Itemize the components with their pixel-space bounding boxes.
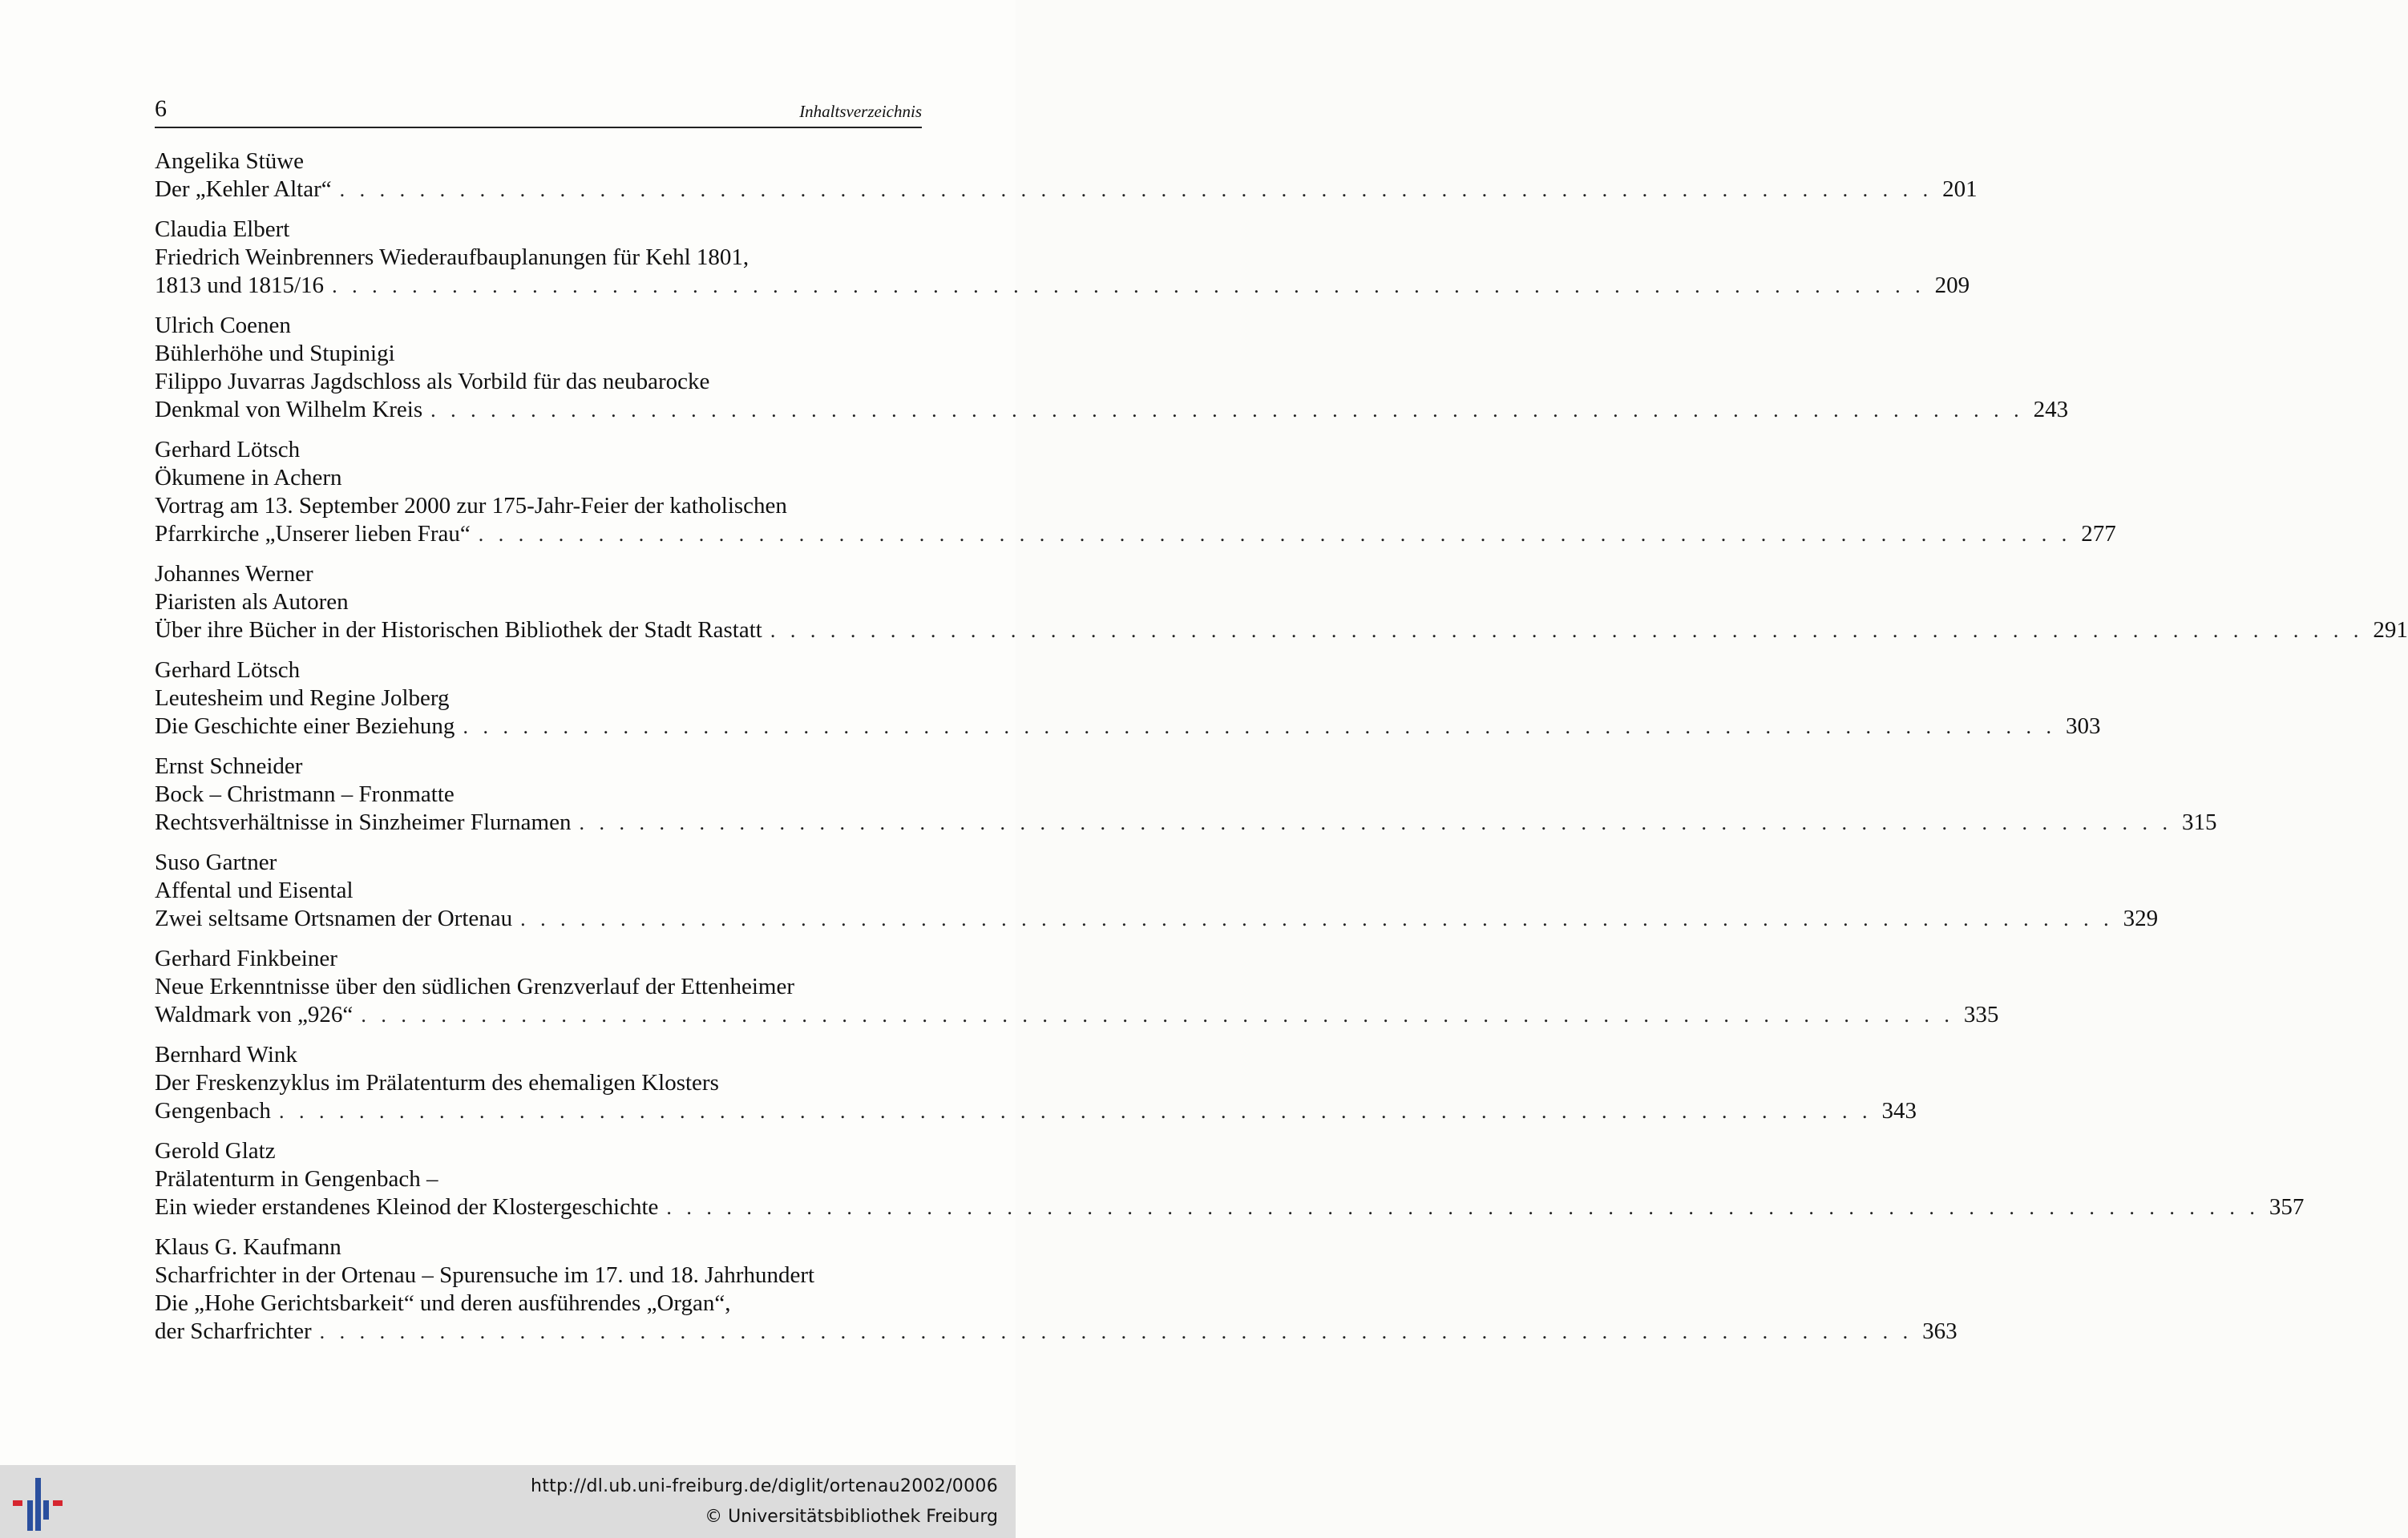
entry-title-line: Gengenbach [155, 1098, 271, 1124]
entry-page-number: 363 [1922, 1318, 1958, 1344]
entry-title-last-line [155, 712, 2101, 741]
entry-title-last-line [155, 1001, 1999, 1029]
entry-title-line: Rechtsverhältnisse in Sinzheimer Flurnamen [155, 809, 572, 835]
dot-leader: . . . . . . . . . . . . . . . . . . . . . . . . . . . . . . . . . . . . . . . . . . . . . . . . . . . . . . . . . . . . . . . . . . . . . . . . . . . . . . . . [319, 1320, 1913, 1343]
entry-page-number: 243 [2033, 397, 2069, 422]
entry-title-line: Ein wieder erstandenes Kleinod der Klostergeschichte [155, 1194, 659, 1220]
entry-title-line: Die Geschichte einer Beziehung [155, 713, 455, 739]
entry-author: Ernst Schneider [155, 753, 303, 779]
toc-entry [155, 1041, 1917, 1125]
entry-page-number: 357 [2269, 1194, 2305, 1220]
toc-entry [155, 656, 2101, 741]
dot-leader: . . . . . . . . . . . . . . . . . . . . . . . . . . . . . . . . . . . . . . . . . . . . . . . . . . . . . . . . . . . . . . . . . . . . . . . . . . . . . . . . [339, 178, 1933, 201]
entry-author: Gerhard Lötsch [155, 437, 301, 462]
entry-author: Gerhard Lötsch [155, 657, 301, 683]
entry-page-number: 329 [2123, 906, 2159, 931]
toc-entry [155, 945, 1999, 1029]
entry-author: Bernhard Wink [155, 1042, 297, 1068]
entry-page-number: 291 [2373, 617, 2408, 643]
entry-title-last-line [155, 520, 2116, 548]
entry-title-last-line [155, 809, 2217, 837]
toc-entry [155, 560, 2408, 644]
library-logo-icon [11, 1476, 64, 1532]
entry-title-line: Piaristen als Autoren [155, 589, 349, 615]
entry-title-last-line [155, 1097, 1917, 1125]
page-header [155, 95, 922, 128]
footer-copyright: © Universitätsbibliothek Freiburg [705, 1507, 998, 1527]
entry-title-line: Bock – Christmann – Fronmatte [155, 781, 455, 807]
toc-entry [155, 753, 2217, 837]
entry-author: Gerhard Finkbeiner [155, 946, 337, 971]
dot-leader: . . . . . . . . . . . . . . . . . . . . . . . . . . . . . . . . . . . . . . . . . . . . . . . . . . . . . . . . . . . . . . . . . . . . . . . . . . . . . . . . [770, 619, 2364, 642]
entry-title-line: Leutesheim und Regine Jolberg [155, 685, 450, 711]
dot-leader: . . . . . . . . . . . . . . . . . . . . . . . . . . . . . . . . . . . . . . . . . . . . . . . . . . . . . . . . . . . . . . . . . . . . . . . . . . . . . . . . [579, 811, 2172, 834]
entry-title-line: Waldmark von „926“ [155, 1002, 354, 1027]
entry-author: Angelika Stüwe [155, 148, 305, 174]
entry-title-last-line [155, 616, 2408, 644]
toc-entry [155, 216, 1970, 300]
toc-entry [155, 312, 2069, 424]
entry-title-line: Bühlerhöhe und Stupinigi [155, 341, 395, 366]
entry-title-last-line [155, 272, 1970, 300]
dot-leader: . . . . . . . . . . . . . . . . . . . . . . . . . . . . . . . . . . . . . . . . . . . . . . . . . . . . . . . . . . . . . . . . . . . . . . . . . . . . . . . . [361, 1003, 1954, 1027]
entry-page-number: 277 [2081, 521, 2116, 547]
toc-entry [155, 1137, 2305, 1221]
entry-title-line: Denkmal von Wilhelm Kreis [155, 397, 423, 422]
entry-author: Suso Gartner [155, 850, 277, 875]
entry-author: Johannes Werner [155, 561, 313, 587]
entry-page-number: 303 [2065, 713, 2101, 739]
entry-title-line: Scharfrichter in der Ortenau – Spurensuche im 17. und 18. Jahrhundert [155, 1262, 815, 1288]
entry-title-line: Ökumene in Achern [155, 465, 342, 490]
entry-page-number: 335 [1963, 1002, 1999, 1027]
entry-title-line: 1813 und 1815/16 [155, 272, 325, 298]
entry-title-last-line [155, 1193, 2305, 1221]
entry-page-number: 209 [1934, 272, 1970, 298]
entry-page-number: 343 [1881, 1098, 1917, 1124]
dot-leader: . . . . . . . . . . . . . . . . . . . . . . . . . . . . . . . . . . . . . . . . . . . . . . . . . . . . . . . . . . . . . . . . . . . . . . . . . . . . . . . . [520, 907, 2114, 930]
dot-leader: . . . . . . . . . . . . . . . . . . . . . . . . . . . . . . . . . . . . . . . . . . . . . . . . . . . . . . . . . . . . . . . . . . . . . . . . . . . . . . . . [478, 523, 2072, 546]
entry-author: Ulrich Coenen [155, 313, 291, 338]
dot-leader: . . . . . . . . . . . . . . . . . . . . . . . . . . . . . . . . . . . . . . . . . . . . . . . . . . . . . . . . . . . . . . . . . . . . . . . . . . . . . . . . [332, 274, 1925, 297]
footer-bar [0, 1465, 1016, 1538]
entry-title-line: Neue Erkenntnisse über den südlichen Grenzverlauf der Ettenheimer [155, 974, 794, 999]
entry-title-line: Die „Hohe Gerichtsbarkeit“ und deren ausführendes „Organ“, [155, 1290, 731, 1316]
entry-title-line: der Scharfrichter [155, 1318, 312, 1344]
page-number: 6 [155, 95, 167, 122]
entry-title-line: Prälatenturm in Gengenbach – [155, 1166, 438, 1192]
entry-title-last-line [155, 176, 1978, 204]
entry-page-number: 315 [2181, 809, 2217, 835]
entry-title-line: Affental und Eisental [155, 878, 354, 903]
entry-title-line: Vortrag am 13. September 2000 zur 175-Jahr-Feier der katholischen [155, 493, 787, 519]
footer-url-link[interactable]: http://dl.ub.uni-freiburg.de/diglit/ortenau2002/0006 [530, 1476, 998, 1496]
running-head: Inhaltsverzeichnis [799, 102, 922, 121]
table-of-contents [155, 147, 2408, 1358]
toc-entry [155, 1233, 1958, 1346]
entry-title-line: Über ihre Bücher in der Historischen Bibliothek der Stadt Rastatt [155, 617, 762, 643]
dot-leader: . . . . . . . . . . . . . . . . . . . . . . . . . . . . . . . . . . . . . . . . . . . . . . . . . . . . . . . . . . . . . . . . . . . . . . . . . . . . . . . . [666, 1196, 2260, 1219]
entry-title-last-line [155, 905, 2159, 933]
entry-title-line: Filippo Juvarras Jagdschloss als Vorbild für das neubarocke [155, 369, 710, 394]
dot-leader: . . . . . . . . . . . . . . . . . . . . . . . . . . . . . . . . . . . . . . . . . . . . . . . . . . . . . . . . . . . . . . . . . . . . . . . . . . . . . . . . [278, 1100, 1873, 1123]
toc-entry [155, 849, 2159, 933]
entry-title-line: Zwei seltsame Ortsnamen der Ortenau [155, 906, 513, 931]
entry-author: Gerold Glatz [155, 1138, 276, 1164]
entry-author: Klaus G. Kaufmann [155, 1234, 341, 1260]
toc-entry [155, 147, 1978, 204]
entry-title-line: Pfarrkirche „Unserer lieben Frau“ [155, 521, 471, 547]
entry-title-line: Der Freskenzyklus im Prälatenturm des ehemaligen Klosters [155, 1070, 719, 1096]
entry-title-last-line [155, 1318, 1958, 1346]
entry-title-last-line [155, 396, 2069, 424]
entry-title-line: Friedrich Weinbrenners Wiederaufbauplanungen für Kehl 1801, [155, 244, 749, 270]
entry-author: Claudia Elbert [155, 216, 290, 242]
entry-page-number: 201 [1942, 176, 1978, 202]
dot-leader: . . . . . . . . . . . . . . . . . . . . . . . . . . . . . . . . . . . . . . . . . . . . . . . . . . . . . . . . . . . . . . . . . . . . . . . . . . . . . . . . [463, 715, 2056, 738]
entry-title-line: Der „Kehler Altar“ [155, 176, 332, 202]
toc-entry [155, 436, 2116, 548]
dot-leader: . . . . . . . . . . . . . . . . . . . . . . . . . . . . . . . . . . . . . . . . . . . . . . . . . . . . . . . . . . . . . . . . . . . . . . . . . . . . . . . . [430, 398, 2024, 422]
